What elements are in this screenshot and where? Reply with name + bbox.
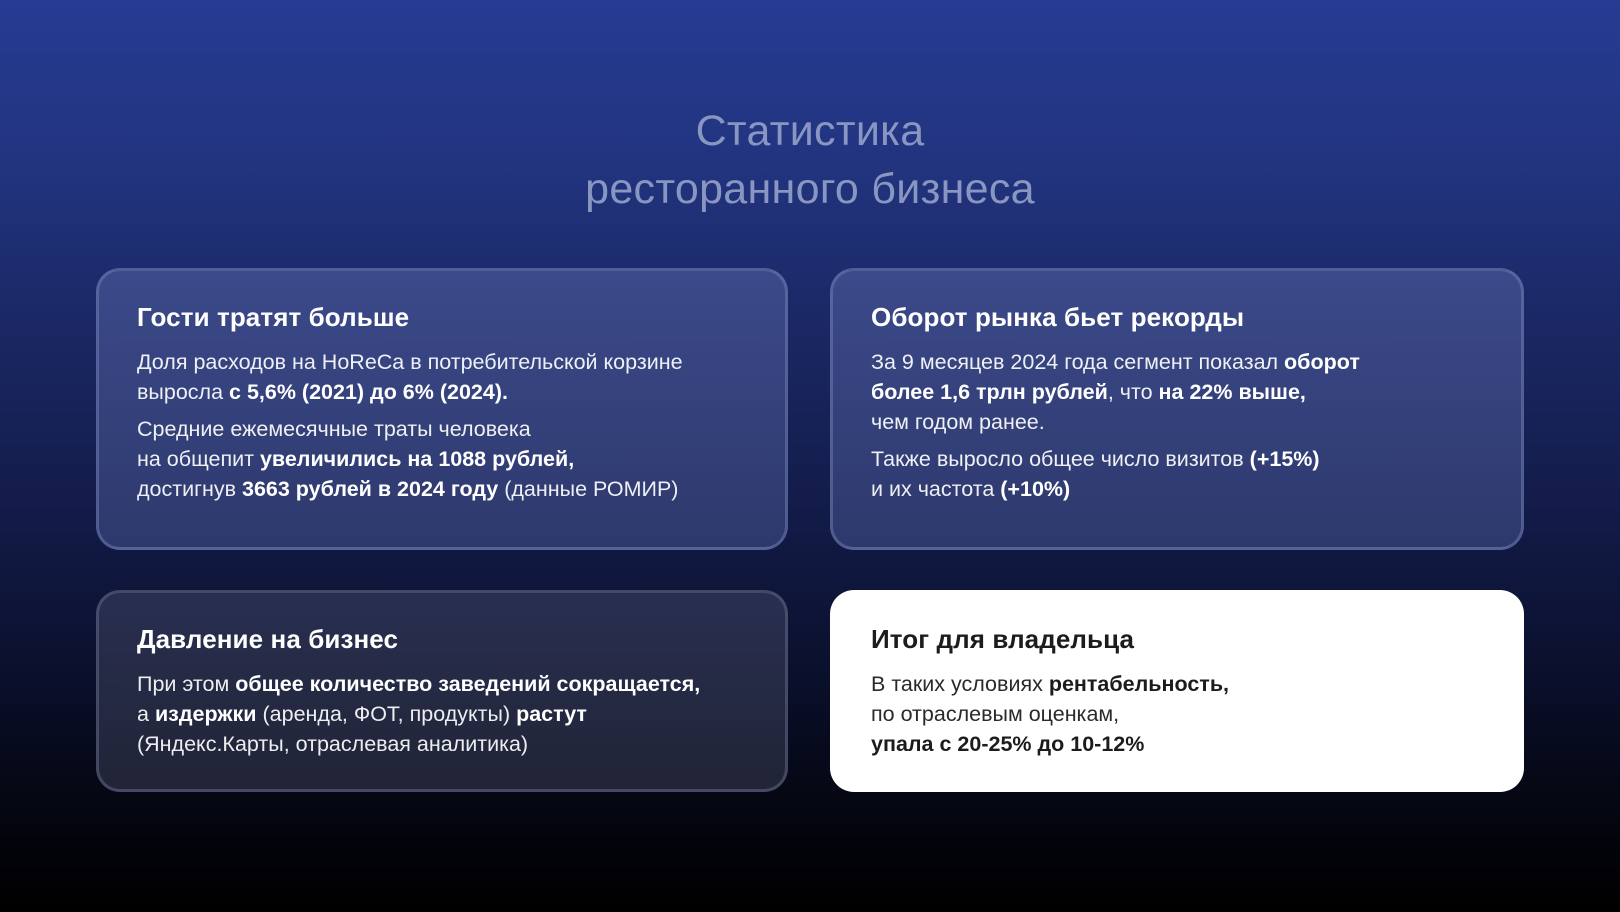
highlight-text: издержки [154,702,257,726]
highlight-text: растут [516,702,587,726]
text-line [137,347,747,377]
text-line [137,414,747,444]
text-line [871,444,1483,474]
highlight-text: 3663 рублей в 2024 году [241,477,499,501]
highlight-text: общее количество заведений сокращается, [235,672,701,696]
body-text: Доля расходов на HoReCa в потребительской корзине [137,350,683,374]
text-line [137,699,747,729]
card-guests-spend-more [96,268,788,550]
card-paragraph [137,669,747,759]
card-heading: Оборот рынка бьет рекорды [871,302,1245,332]
text-line [137,669,747,699]
highlight-text: на 22% выше, [1158,380,1306,404]
body-text: чем годом ранее. [871,410,1045,434]
card-body [137,669,747,759]
card-body [137,347,747,504]
card-body [871,669,1483,759]
card-heading: Давление на бизнес [137,624,399,654]
highlight-text: (+15%) [1249,447,1320,471]
body-text: выросла [137,380,230,404]
highlight-text: рентабельность, [1048,672,1230,696]
body-text: Также выросло общее число визитов [871,447,1250,471]
text-line [137,474,747,504]
slide-title-line-2: ресторанного бизнеса [585,165,1035,213]
card-owner-summary [830,590,1524,792]
slide-title-line-1: Статистика [695,107,925,155]
text-line [871,669,1483,699]
body-text: , что [1107,380,1159,404]
card-paragraph [871,444,1483,504]
body-text: и их частота [871,477,1001,501]
text-line [871,347,1483,377]
card-market-turnover-records [830,268,1524,550]
highlight-text: с 5,6% (2021) до 6% (2024). [229,380,508,404]
body-text: (Яндекс.Карты, отраслевая аналитика) [137,732,529,756]
body-text: (данные РОМИР) [498,477,679,501]
slide-title [0,102,1620,218]
card-body [871,347,1483,504]
card-paragraph [871,669,1483,759]
body-text: по отраслевым оценкам, [871,702,1120,726]
text-line [871,474,1483,504]
text-line [871,699,1483,729]
highlight-text: упала с 20-25% до 10-12% [871,732,1145,756]
body-text: В таких условиях [871,672,1049,696]
body-text: За 9 месяцев 2024 года сегмент показал [871,350,1285,374]
highlight-text: оборот [1284,350,1360,374]
highlight-text: увеличились на 1088 рублей, [259,447,575,471]
text-line [871,407,1483,437]
body-text: Средние ежемесячные траты человека [137,417,531,441]
text-line [871,377,1483,407]
card-heading: Гости тратят больше [137,302,410,332]
card-heading: Итог для владельца [871,624,1135,654]
body-text: (аренда, ФОТ, продукты) [256,702,517,726]
text-line [137,377,747,407]
card-business-pressure [96,590,788,792]
highlight-text: (+10%) [1000,477,1071,501]
text-line [137,444,747,474]
body-text: При этом [137,672,236,696]
body-text: на общепит [137,447,260,471]
text-line [137,729,747,759]
card-paragraph [137,414,747,504]
text-line [871,729,1483,759]
card-paragraph [137,347,747,407]
body-text: достигнув [137,477,242,501]
card-paragraph [871,347,1483,437]
highlight-text: более 1,6 трлн рублей [871,380,1108,404]
body-text: а [137,702,155,726]
